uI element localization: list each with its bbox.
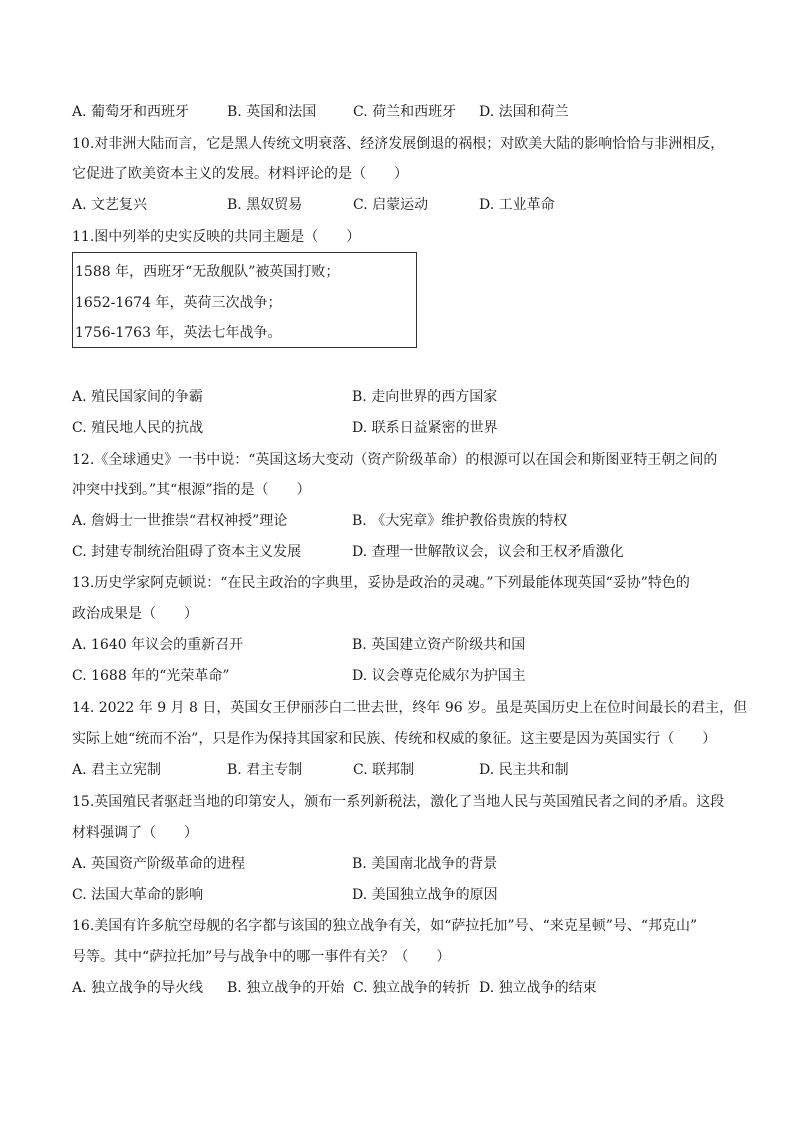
q10-option-a: A. 文艺复兴 bbox=[72, 197, 148, 213]
q12-stem-line-2: 冲突中找到。”其“根源”指的是（ ） bbox=[72, 482, 311, 498]
q11-box-line-1: 1588 年，西班牙“无敌舰队”被英国打败； bbox=[75, 264, 340, 280]
q9-option-d: D. 法国和荷兰 bbox=[479, 104, 569, 120]
q12-option-a: A. 詹姆士一世推崇“君权神授”理论 bbox=[72, 513, 288, 529]
q16-option-a: A. 独立战争的导火线 bbox=[72, 980, 204, 996]
q14-stem-line-2: 实际上她“统而不治”，只是作为保持其国家和民族、传统和权威的象征。这主要是因为英国实行（ ） bbox=[72, 731, 717, 747]
q14-stem-line-1: 14. 2022 年 9 月 8 日，英国女王伊丽莎白二世去世，终年 96 岁。虽是英国历史上在位时间最长的君主，但 bbox=[72, 700, 748, 716]
q16-stem-line-1: 16.美国有许多航空母舰的名字都与该国的独立战争有关，如“萨拉托加”号、“来克星顿”号、“邦克山” bbox=[72, 918, 698, 934]
q13-stem-line-1: 13.历史学家阿克顿说：“在民主政治的字典里，妥协是政治的灵魂。”下列最能体现英国“妥协”特色的 bbox=[72, 575, 690, 591]
q10-stem-line-2: 它促进了欧美资本主义的发展。材料评论的是（ ） bbox=[72, 166, 408, 182]
q15-option-c: C. 法国大革命的影响 bbox=[72, 887, 204, 903]
q9-option-b: B. 英国和法国 bbox=[227, 104, 317, 120]
q10-stem-line-1: 10.对非洲大陆而言，它是黑人传统文明衰落、经济发展倒退的祸根；对欧美大陆的影响恰恰与非洲相反， bbox=[72, 136, 725, 152]
q12-option-b: B. 《大宪章》维护教俗贵族的特权 bbox=[352, 513, 568, 529]
q13-option-d: D. 议会尊克伦威尔为护国主 bbox=[352, 668, 526, 684]
q14-option-c: C. 联邦制 bbox=[353, 762, 415, 778]
q15-stem-line-1: 15.英国殖民者驱赶当地的印第安人，颁布一系列新税法，激化了当地人民与英国殖民者之间的矛盾。这段 bbox=[72, 794, 725, 810]
q11-box-line-2: 1652-1674 年，英荷三次战争； bbox=[75, 295, 282, 311]
q15-option-d: D. 美国独立战争的原因 bbox=[352, 887, 498, 903]
q12-option-c: C. 封建专制统治阻碍了资本主义发展 bbox=[72, 544, 302, 560]
q11-option-a: A. 殖民国家间的争霸 bbox=[72, 389, 204, 405]
q11-option-c: C. 殖民地人民的抗战 bbox=[72, 420, 204, 436]
q16-stem-line-2: 号等。其中“萨拉托加”号与战争中的哪一事件有关？（ ） bbox=[72, 949, 451, 965]
q11-material-box bbox=[72, 252, 417, 348]
q12-stem-line-1: 12.《全球通史》一书中说：“英国这场大变动（资产阶级革命）的根源可以在国会和斯图亚特王朝之间的 bbox=[72, 452, 718, 468]
q15-stem-line-2: 材料强调了（ ） bbox=[72, 825, 198, 841]
q14-option-d: D. 民主共和制 bbox=[479, 762, 569, 778]
q16-option-d: D. 独立战争的结束 bbox=[479, 980, 597, 996]
q13-option-b: B. 英国建立资产阶级共和国 bbox=[352, 637, 526, 653]
q11-box-line-3: 1756-1763 年，英法七年战争。 bbox=[75, 325, 282, 341]
q14-option-a: A. 君主立宪制 bbox=[72, 762, 162, 778]
q13-option-c: C. 1688 年的“光荣革命” bbox=[72, 668, 230, 684]
q10-option-c: C. 启蒙运动 bbox=[353, 197, 429, 213]
q16-option-b: B. 独立战争的开始 bbox=[227, 980, 345, 996]
q10-option-d: D. 工业革命 bbox=[479, 197, 555, 213]
q15-option-b: B. 美国南北战争的背景 bbox=[352, 856, 498, 872]
q11-stem-line-1: 11.图中列举的史实反映的共同主题是（ ） bbox=[72, 229, 361, 245]
q11-option-b: B. 走向世界的西方国家 bbox=[352, 389, 498, 405]
q13-option-a: A. 1640 年议会的重新召开 bbox=[72, 637, 244, 653]
q14-option-b: B. 君主专制 bbox=[227, 762, 303, 778]
q15-option-a: A. 英国资产阶级革命的进程 bbox=[72, 856, 246, 872]
q16-option-c: C. 独立战争的转折 bbox=[353, 980, 471, 996]
q10-option-b: B. 黑奴贸易 bbox=[227, 197, 303, 213]
q9-option-a: A. 葡萄牙和西班牙 bbox=[72, 104, 190, 120]
q13-stem-line-2: 政治成果是（ ） bbox=[72, 606, 198, 622]
q12-option-d: D. 查理一世解散议会，议会和王权矛盾激化 bbox=[352, 544, 624, 560]
q11-option-d: D. 联系日益紧密的世界 bbox=[352, 420, 498, 436]
q9-option-c: C. 荷兰和西班牙 bbox=[353, 104, 457, 120]
